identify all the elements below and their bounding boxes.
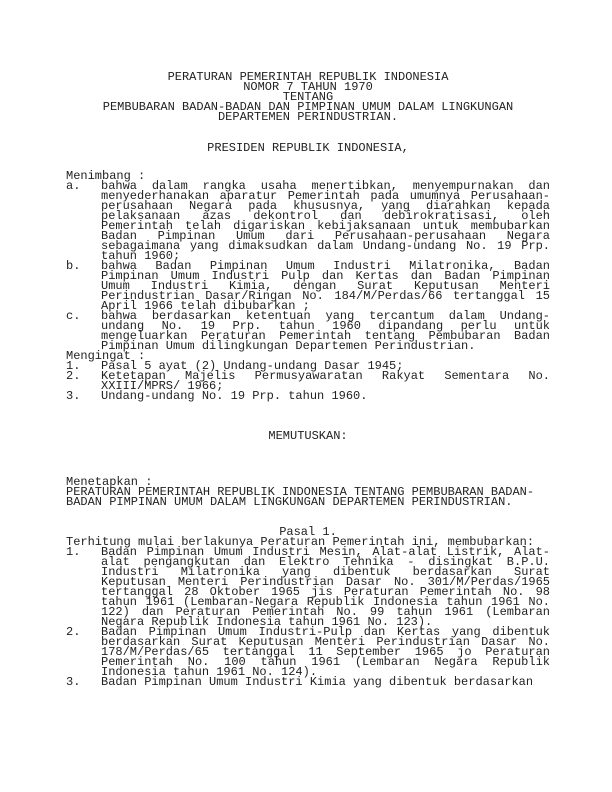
pasal-1-section bbox=[66, 527, 550, 687]
item-line: mengeluarkan Peraturan Pemerintah tentang Pembubaran Badan bbox=[101, 329, 550, 343]
item-line: Badan Pimpinan Umum Industri Kimia yang dibentuk berdasarkan bbox=[101, 675, 534, 689]
item-line: menyederhanakan aparatur Pemerintah pada umumnya Perusahaan- bbox=[101, 189, 550, 203]
item-line: Undang-undang No. 19 Prp. tahun 1960. bbox=[101, 389, 368, 403]
item-number: 2. bbox=[66, 369, 81, 383]
list-item bbox=[66, 181, 550, 261]
item-line: Indonesia tahun 1961 No. 124). bbox=[101, 665, 318, 679]
item-number: c. bbox=[66, 309, 81, 323]
menimbang-section bbox=[66, 171, 550, 401]
list-item bbox=[66, 261, 550, 311]
item-line: Pimpinan Umum Industri Pulp dan Kertas dan Badan Pimpinan bbox=[101, 269, 550, 283]
title-line: TENTANG bbox=[282, 90, 334, 104]
item-number: a. bbox=[66, 179, 81, 193]
item-line: Pemerintah No. 100 tahun 1961 (Lembaran Negara Republik bbox=[101, 655, 550, 669]
item-line: pelaksanaan azas dekontrol dan debirokratisasi, oleh bbox=[101, 209, 550, 223]
item-line: Perindustrian Dasar/Ringan No. 184/M/Perdas/66 tertanggal 15 bbox=[101, 289, 550, 303]
item-line: Badan Pimpinan Umum dari Perusahaan-perusahaan Negara bbox=[101, 229, 550, 243]
item-line: Badan Pimpinan Umum Industri Mesin, Alat-alat Listrik, Alat- bbox=[101, 545, 550, 559]
item-line: April 1966 telah dibubarkan ; bbox=[101, 299, 310, 313]
item-line: Pimpinan Umum dilingkungan Departemen Perindustrian. bbox=[101, 339, 476, 353]
item-line: berdasarkan Surat Keputusan Menteri Perindustrian Dasar No. bbox=[101, 635, 550, 649]
item-line: undang No. 19 Prp. tahun 1960 dipandang perlu untuk bbox=[101, 319, 550, 333]
item-line: tahun 1961 (Lembaran-Negara Republik Indonesia tahun 1961 No. bbox=[101, 595, 550, 609]
list-item bbox=[66, 391, 550, 401]
title-line: DEPARTEMEN PERINDUSTRIAN. bbox=[217, 110, 399, 124]
item-line: Ketetapan Majelis Permusyawaratan Rakyat Sementara No. bbox=[101, 369, 550, 383]
item-line: 122) dan Peraturan Pemerintah No. 99 tahun 1961 (Lembaran bbox=[101, 605, 550, 619]
menetapkan-line: PERATURAN PEMERINTAH REPUBLIK INDONESIA TENTANG PEMBUBARAN BADAN- bbox=[66, 485, 535, 499]
item-number: 3. bbox=[66, 675, 81, 689]
item-line: 178/M/Perdas/65 tertanggal 11 September 1965 jo Peraturan bbox=[101, 645, 550, 659]
item-line: bahwa berdasarkan ketentuan yang tercantum dalam Undang- bbox=[101, 309, 550, 323]
pasal-heading: Pasal 1. bbox=[279, 525, 337, 539]
item-line: tertanggal 28 Oktober 1965 jis Peraturan Pemerintah No. 98 bbox=[101, 585, 550, 599]
memutuskan-heading: MEMUTUSKAN: bbox=[268, 429, 348, 443]
section-label: Mengingat : bbox=[66, 349, 146, 363]
item-number: 2. bbox=[66, 625, 81, 639]
menetapkan-section bbox=[66, 477, 550, 507]
list-item bbox=[66, 371, 550, 391]
title-line: NOMOR 7 TAHUN 1970 bbox=[243, 80, 373, 94]
item-line: XXIII/MPRS/ 1966; bbox=[101, 379, 224, 393]
item-line: Keputusan Menteri Perindustrian Dasar No. 301/M/Perdas/1965 bbox=[101, 575, 550, 589]
menetapkan-line: BADAN PIMPINAN UMUM DALAM LINGKUNGAN DEPARTEMEN PERINDUSTRIAN. bbox=[66, 495, 513, 509]
list-item bbox=[66, 547, 550, 627]
item-line: bahwa dalam rangka usaha menertibkan, menyempurnakan dan bbox=[101, 179, 550, 193]
item-line: Negara Republik Indonesia tahun 1961 No. 123). bbox=[101, 615, 433, 629]
item-line: tahun 1960; bbox=[101, 249, 181, 263]
title-line: PEMBUBARAN BADAN-BADAN DAN PIMPINAN UMUM DALAM LINGKUNGAN bbox=[102, 100, 514, 114]
item-line: perusahaan Negara pada khususnya, yang diarahkan kepada bbox=[101, 199, 550, 213]
item-number: b. bbox=[66, 259, 81, 273]
item-number: 3. bbox=[66, 389, 81, 403]
item-line: bahwa Badan Pimpinan Umum Industri Milatronika, Badan bbox=[101, 259, 550, 273]
list-item bbox=[66, 627, 550, 677]
item-line: Badan Pimpinan Umum Industri-Pulp dan Kertas yang dibentuk bbox=[101, 625, 550, 639]
president-heading: PRESIDEN REPUBLIK INDONESIA, bbox=[207, 141, 409, 155]
document-title bbox=[66, 72, 550, 122]
item-line: alat pengangkutan dan Elektro Tehnika - disingkat B.P.U. bbox=[101, 555, 550, 569]
title-line: PERATURAN PEMERINTAH REPUBLIK INDONESIA bbox=[167, 70, 449, 84]
item-line: sebagaimana yang dimaksudkan dalam Undang-undang No. 19 Prp. bbox=[101, 239, 550, 253]
section-label: Menetapkan : bbox=[66, 475, 153, 489]
list-item bbox=[66, 677, 550, 687]
item-line: Umum Industri Kimia, dengan Surat Keputusan Menteri bbox=[101, 279, 550, 293]
item-line: Industri Milatronika yang dibentuk berdasarkan Surat bbox=[101, 565, 550, 579]
section-label: Menimbang : bbox=[66, 169, 146, 183]
item-number: 1. bbox=[66, 545, 81, 559]
item-line: Pasal 5 ayat (2) Undang-undang Dasar 1945; bbox=[101, 359, 404, 373]
pasal-intro: Terhitung mulai berlakunya Peraturan Pemerintah ini, membubarkan: bbox=[66, 535, 535, 549]
item-number: 1. bbox=[66, 359, 81, 373]
item-line: Pemerintah telah digariskan kebijaksanaan untuk membubarkan bbox=[101, 219, 550, 233]
list-item bbox=[66, 311, 550, 351]
